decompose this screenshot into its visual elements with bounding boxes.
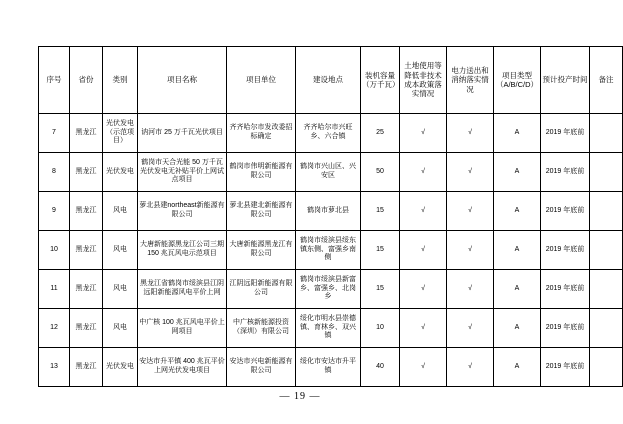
table-header	[39, 47, 623, 114]
column-header-capacity: 装机容量（万千瓦）	[361, 47, 400, 114]
cell-type: A	[494, 309, 541, 348]
column-header-category: 类别	[103, 47, 138, 114]
cell-capacity: 40	[361, 348, 400, 387]
table-row	[39, 270, 623, 309]
cell-province: 黑龙江	[70, 153, 103, 192]
cell-seq: 13	[39, 348, 70, 387]
cell-name: 讷河市 25 万千瓦光伏项目	[138, 114, 227, 153]
cell-capacity: 15	[361, 270, 400, 309]
cell-category: 风电	[103, 309, 138, 348]
cell-note	[590, 153, 623, 192]
cell-name: 安达市升平镇 400 兆瓦平价上网光伏发电项目	[138, 348, 227, 387]
table-row	[39, 192, 623, 231]
cell-unit: 鹤岗市伟明新能源有限公司	[227, 153, 296, 192]
column-header-province: 省份	[70, 47, 103, 114]
cell-name: 黑龙江省鹤岗市绥滨县江阴远阳新能源风电平价上网	[138, 270, 227, 309]
cell-unit: 齐齐哈尔市发改委招标确定	[227, 114, 296, 153]
cell-name: 鹤岗市天合光能 50 万千瓦光伏发电无补贴平价上网试点项目	[138, 153, 227, 192]
cell-name: 萝北县建northeast新能源有限公司	[138, 192, 227, 231]
cell-land-check: √	[400, 270, 447, 309]
column-header-unit: 项目单位	[227, 47, 296, 114]
cell-unit: 大唐新能源黑龙江有限公司	[227, 231, 296, 270]
column-header-type: 项目类型（A/B/C/D）	[494, 47, 541, 114]
cell-grid-check: √	[447, 309, 494, 348]
cell-grid-check: √	[447, 114, 494, 153]
cell-province: 黑龙江	[70, 231, 103, 270]
cell-note	[590, 231, 623, 270]
cell-category: 光伏发电	[103, 348, 138, 387]
cell-date: 2019 年底前	[541, 348, 590, 387]
column-header-grid: 电力送出和消纳落实情况	[447, 47, 494, 114]
cell-site: 绥化市安达市升平镇	[296, 348, 361, 387]
cell-province: 黑龙江	[70, 348, 103, 387]
table-body	[39, 114, 623, 387]
cell-grid-check: √	[447, 270, 494, 309]
column-header-name: 项目名称	[138, 47, 227, 114]
cell-type: A	[494, 231, 541, 270]
cell-grid-check: √	[447, 348, 494, 387]
cell-unit: 安达市兴电新能源有限公司	[227, 348, 296, 387]
cell-date: 2019 年底前	[541, 192, 590, 231]
column-header-land: 土地使用等降低非技术成本政策落实情况	[400, 47, 447, 114]
cell-date: 2019 年底前	[541, 231, 590, 270]
cell-province: 黑龙江	[70, 309, 103, 348]
cell-name: 中广核 100 兆瓦风电平价上网项目	[138, 309, 227, 348]
cell-province: 黑龙江	[70, 192, 103, 231]
cell-capacity: 15	[361, 192, 400, 231]
cell-site: 鹤岗市兴山区、兴安区	[296, 153, 361, 192]
cell-province: 黑龙江	[70, 270, 103, 309]
cell-note	[590, 192, 623, 231]
cell-land-check: √	[400, 192, 447, 231]
cell-type: A	[494, 348, 541, 387]
cell-type: A	[494, 114, 541, 153]
cell-note	[590, 114, 623, 153]
project-list-table	[38, 46, 623, 387]
cell-seq: 7	[39, 114, 70, 153]
cell-capacity: 15	[361, 231, 400, 270]
cell-site: 鹤岗市萝北县	[296, 192, 361, 231]
cell-capacity: 10	[361, 309, 400, 348]
cell-type: A	[494, 192, 541, 231]
cell-land-check: √	[400, 153, 447, 192]
cell-grid-check: √	[447, 231, 494, 270]
cell-category: 光伏发电	[103, 153, 138, 192]
cell-category: 风电	[103, 192, 138, 231]
cell-site: 齐齐哈尔市兴旺乡、六合镇	[296, 114, 361, 153]
cell-seq: 8	[39, 153, 70, 192]
cell-note	[590, 309, 623, 348]
cell-date: 2019 年底前	[541, 270, 590, 309]
cell-capacity: 50	[361, 153, 400, 192]
cell-grid-check: √	[447, 192, 494, 231]
cell-unit: 中广核新能源投资（深圳）有限公司	[227, 309, 296, 348]
cell-category: 风电	[103, 231, 138, 270]
cell-unit: 萝北县建北新能源有限公司	[227, 192, 296, 231]
cell-seq: 12	[39, 309, 70, 348]
cell-note	[590, 348, 623, 387]
cell-type: A	[494, 270, 541, 309]
cell-unit: 江阴远阳新能源有限公司	[227, 270, 296, 309]
cell-site: 鹤岗市绥滨县新富乡、富强乡、北岗乡	[296, 270, 361, 309]
column-header-date: 预计投产时间	[541, 47, 590, 114]
cell-province: 黑龙江	[70, 114, 103, 153]
cell-capacity: 25	[361, 114, 400, 153]
cell-seq: 10	[39, 231, 70, 270]
cell-site: 绥化市明水县崇德镇、育林乡、双兴镇	[296, 309, 361, 348]
cell-land-check: √	[400, 309, 447, 348]
table-row	[39, 348, 623, 387]
cell-land-check: √	[400, 114, 447, 153]
cell-category: 风电	[103, 270, 138, 309]
cell-date: 2019 年底前	[541, 153, 590, 192]
cell-name: 大唐新能源黑龙江公司三期 150 兆瓦风电示范项目	[138, 231, 227, 270]
table-row	[39, 231, 623, 270]
table-row	[39, 114, 623, 153]
column-header-site: 建设地点	[296, 47, 361, 114]
table-row	[39, 309, 623, 348]
cell-grid-check: √	[447, 153, 494, 192]
cell-date: 2019 年底前	[541, 309, 590, 348]
cell-type: A	[494, 153, 541, 192]
page-number: — 19 —	[279, 391, 321, 402]
cell-site: 鹤岗市绥滨县绥东镇东侧、富强乡南侧	[296, 231, 361, 270]
cell-note	[590, 270, 623, 309]
table-header-row	[39, 47, 623, 114]
table-row	[39, 153, 623, 192]
cell-category: 光伏发电（示范项目）	[103, 114, 138, 153]
column-header-note: 备注	[590, 47, 623, 114]
cell-seq: 11	[39, 270, 70, 309]
cell-date: 2019 年底前	[541, 114, 590, 153]
cell-land-check: √	[400, 348, 447, 387]
cell-land-check: √	[400, 231, 447, 270]
cell-seq: 9	[39, 192, 70, 231]
column-header-seq: 序号	[39, 47, 70, 114]
